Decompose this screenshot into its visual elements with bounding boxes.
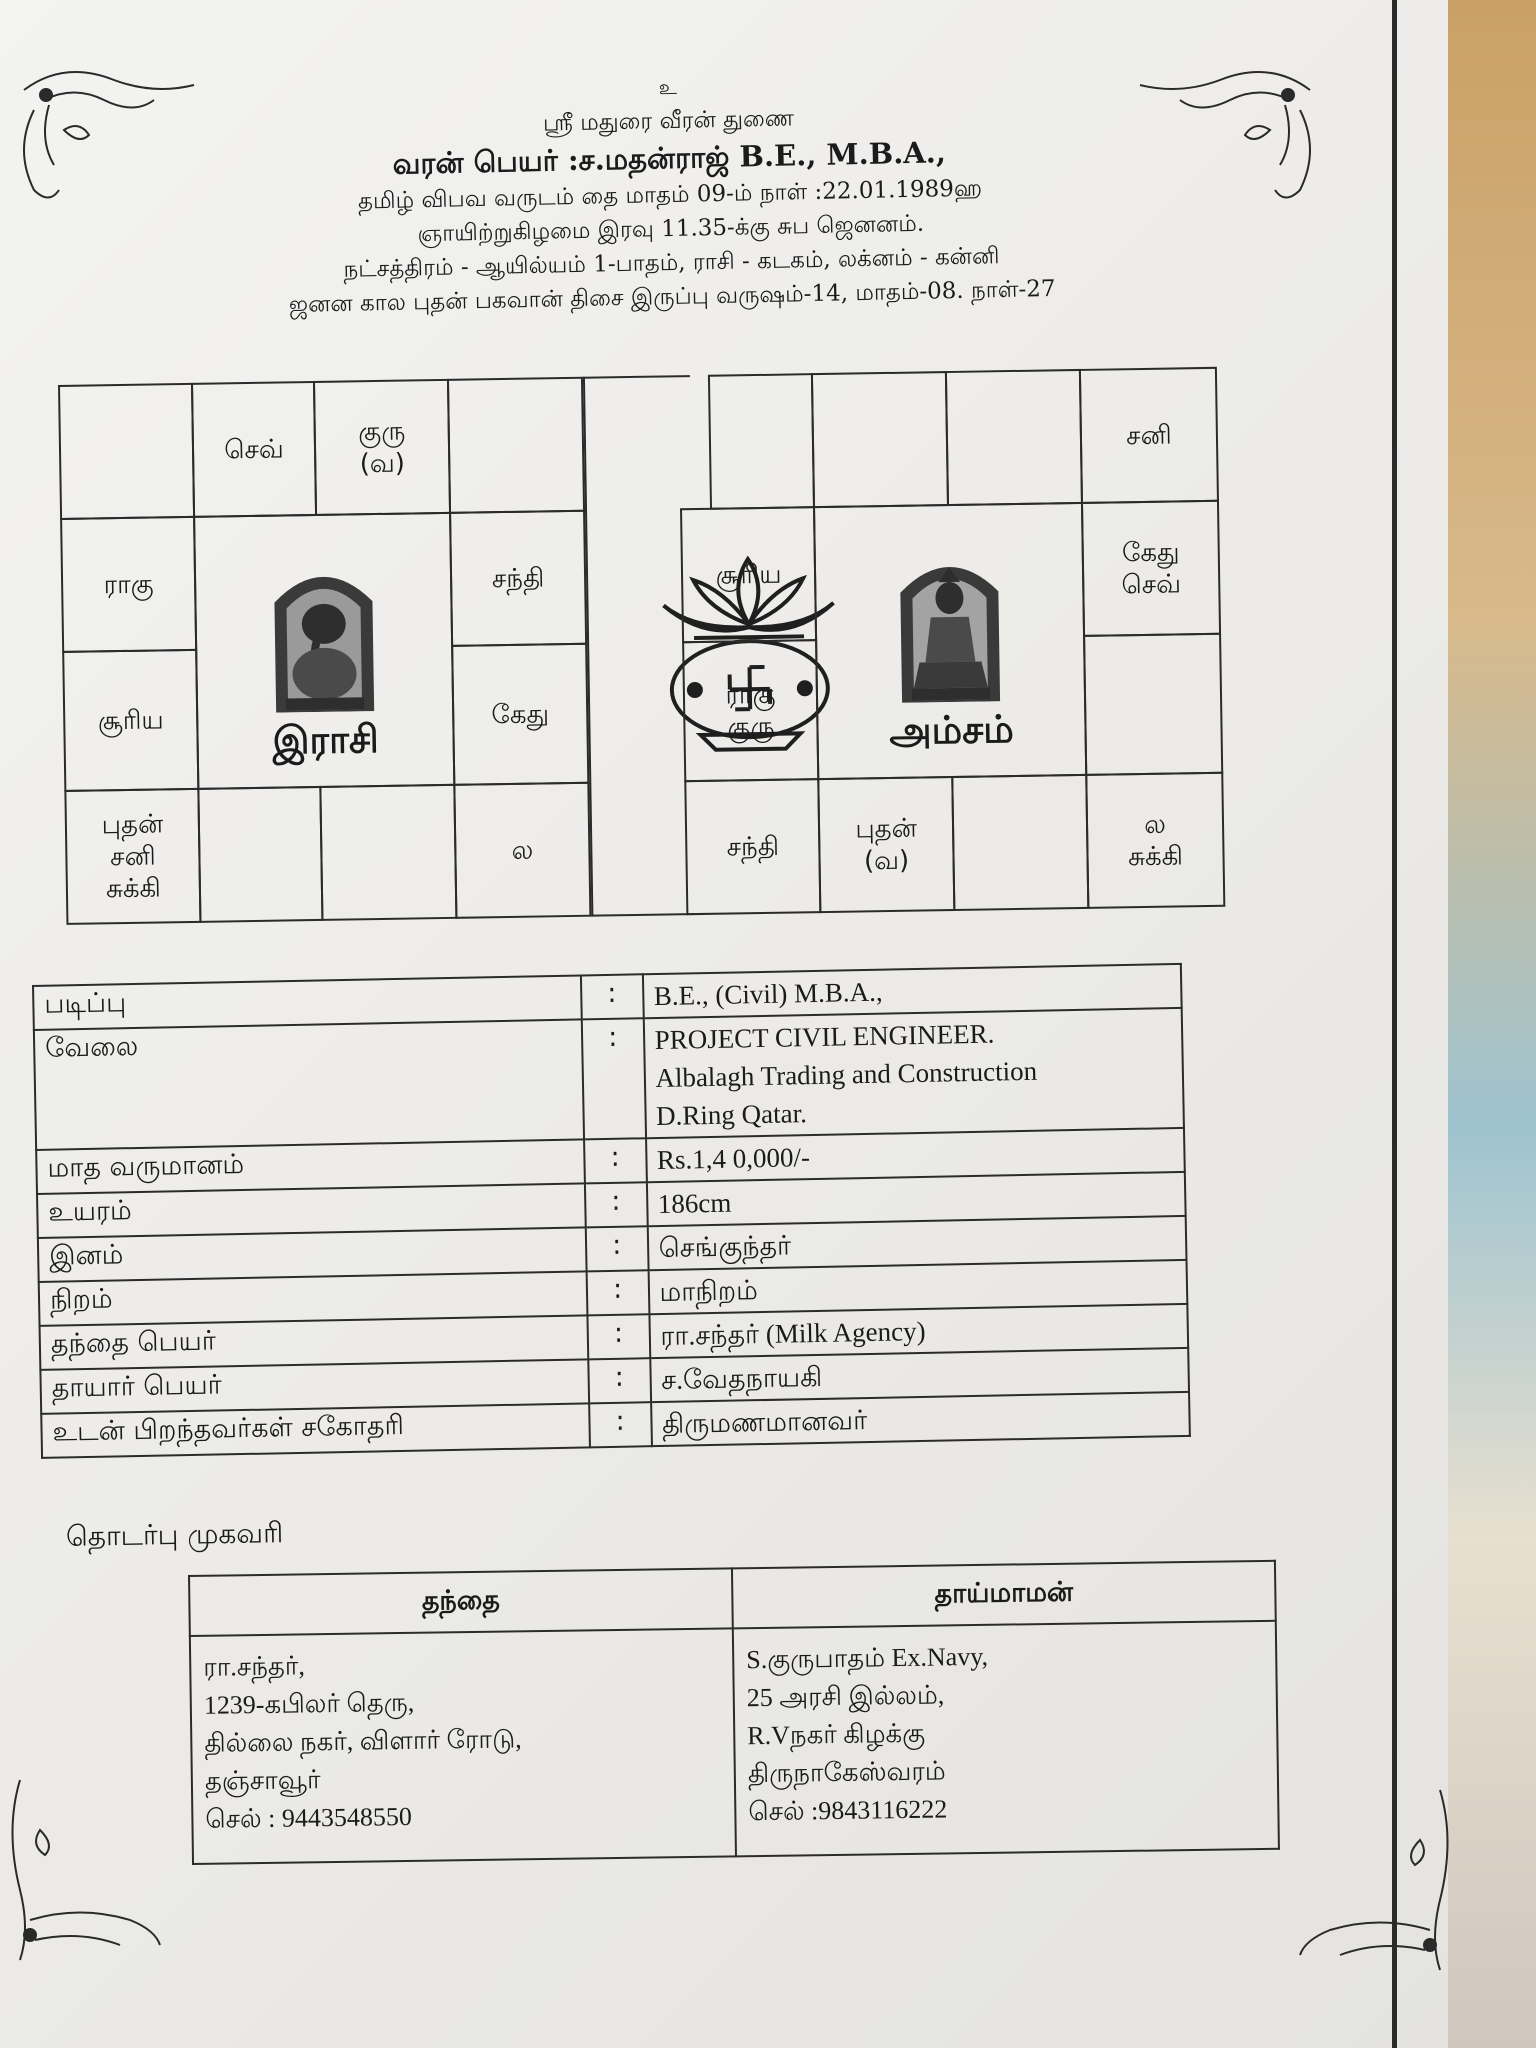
detail-value: ரா.சந்தர் (Milk Agency) [649,1304,1188,1358]
amsam-cell: புதன் (வ) [817,776,955,913]
detail-label: வேலை [34,1019,584,1149]
detail-label: தந்தை பெயர் [40,1315,589,1370]
detail-label: நிறம் [39,1271,588,1326]
amsam-cell: சூரிய [680,506,817,643]
horoscope-header [78,58,1263,327]
detail-value: Rs.1,4 0,000/- [646,1128,1185,1182]
rasi-cell: கேது [451,643,589,786]
detail-value: PROJECT CIVIL ENGINEER. Albalagh Trading and Construction D.Ring Qatar. [643,1008,1184,1138]
detail-label: உயரம் [37,1183,586,1238]
colon-separator: : [585,1182,647,1227]
colon-separator: : [586,1226,648,1271]
amsam-cell: கேது செவ் [1081,500,1221,637]
address-line: R.Vநகர் கிழக்கு [747,1718,926,1751]
colon-separator: : [586,1270,648,1315]
star-line: நட்சத்திரம் - ஆயில்யம் 1-பாதம், ராசி - கடகம், லக்னம் - கன்னி [343,243,1000,283]
rasi-cell: சூரிய [62,649,199,792]
father-address [190,1628,736,1864]
rasi-cell [447,377,585,514]
colon-separator: : [581,974,643,1019]
amsam-chart [708,365,1348,915]
amsam-label: அம்சம் [888,707,1015,753]
amsam-cell [1083,633,1223,776]
detail-label: படிப்பு [33,975,582,1030]
om-symbol: உ [658,74,678,100]
colon-separator: : [587,1314,649,1359]
address-line: ரா.சந்தர், [203,1651,306,1682]
detail-label: தாயார் பெயர் [40,1359,589,1414]
page-border [1392,0,1397,2048]
detail-label: மாத வருமானம் [36,1139,585,1194]
dasa-line: ஜனன கால புதன் பகவான் திசை இருப்பு வருஷம்-14, மாதம்-08. நாள்-27 [288,275,1056,319]
rasi-cell: குரு (வ) [313,379,451,516]
colon-separator: : [588,1358,650,1403]
horoscope-charts [58,365,1348,925]
phone-line: செல் :9843116222 [748,1794,948,1827]
rasi-center [193,512,455,790]
colon-separator: : [584,1138,646,1183]
address-line: 25 அரசி இல்லம், [746,1680,945,1713]
detail-value: செங்குந்தர் [647,1216,1186,1270]
father-heading: தந்தை [189,1568,733,1636]
phone-line: செல் : 9443548550 [205,1801,413,1834]
contact-address-table [188,1560,1280,1865]
rasi-cell [197,786,323,923]
rasi-cell: ல [453,782,591,919]
amman-icon [890,551,1010,703]
amsam-cell [811,371,949,508]
detail-value: 186cm [646,1172,1185,1226]
rasi-cell: ராகு [60,516,197,653]
uncle-heading: தாய்மாமன் [732,1561,1276,1629]
rasi-label: இராசி [272,717,380,763]
amsam-cell: சனி [1079,367,1219,504]
contact-address-title: தொடர்பு முகவரி [65,1516,284,1553]
corner-ornament-bottom-right [1290,1780,1460,1980]
address-line: S.குருபாதம் Ex.Navy, [746,1641,989,1675]
rasi-chart [58,375,698,925]
address-line: தில்லை நகர், விளார் ரோடு, [204,1724,522,1758]
address-line: 1239-கபிலர் தெரு, [203,1687,415,1720]
detail-value: திருமணமானவர் [651,1392,1190,1446]
groom-name: வரன் பெயர் :ச.மதன்ராஜ் B.E., M.B.A., [392,135,947,181]
rasi-cell: புதன் சனி சுக்கி [64,788,201,925]
detail-value: ச.வேதநாயகி [650,1348,1189,1402]
birth-date-line: தமிழ் விபவ வருடம் தை மாதம் 09-ம் நாள் :22.01.1989ஹ [357,175,983,215]
colon-separator: : [582,1018,646,1139]
table-row [34,1008,1184,1150]
table-row [190,1621,1279,1864]
colon-separator: : [589,1402,651,1447]
blessing-line: ஸ்ரீ மதுரை வீரன் துணை [542,105,795,137]
amsam-cell [708,373,815,510]
uncle-address [733,1621,1279,1857]
amsam-cell: ல சுக்கி [1085,772,1225,909]
amsam-cell: ராகு குரு [682,639,819,782]
detail-label: இனம் [38,1227,587,1282]
amsam-cell [945,369,1083,506]
amsam-cell [951,774,1089,911]
address-line: தஞ்சாவூர் [204,1765,321,1796]
amsam-center [813,502,1087,780]
detail-value: மாநிறம் [648,1260,1187,1314]
address-line: திருநாகேஸ்வரம் [747,1756,946,1789]
details-table [32,963,1191,1459]
rasi-cell [319,784,457,921]
birth-time-line: ஞாயிற்றுகிழமை இரவு 11.35-க்கு சுப ஜெனனம். [417,210,925,248]
rasi-cell: செவ் [191,381,317,518]
corner-ornament-bottom-left [0,1770,170,1970]
rasi-cell: சந்தி [449,510,587,647]
amsam-cell: சந்தி [684,778,821,915]
ganesha-icon [264,561,384,713]
rasi-cell [58,383,195,520]
detail-label: உடன் பிறந்தவர்கள் சகோதரி [41,1403,590,1458]
detail-value: B.E., (Civil) M.B.A., [642,964,1181,1018]
